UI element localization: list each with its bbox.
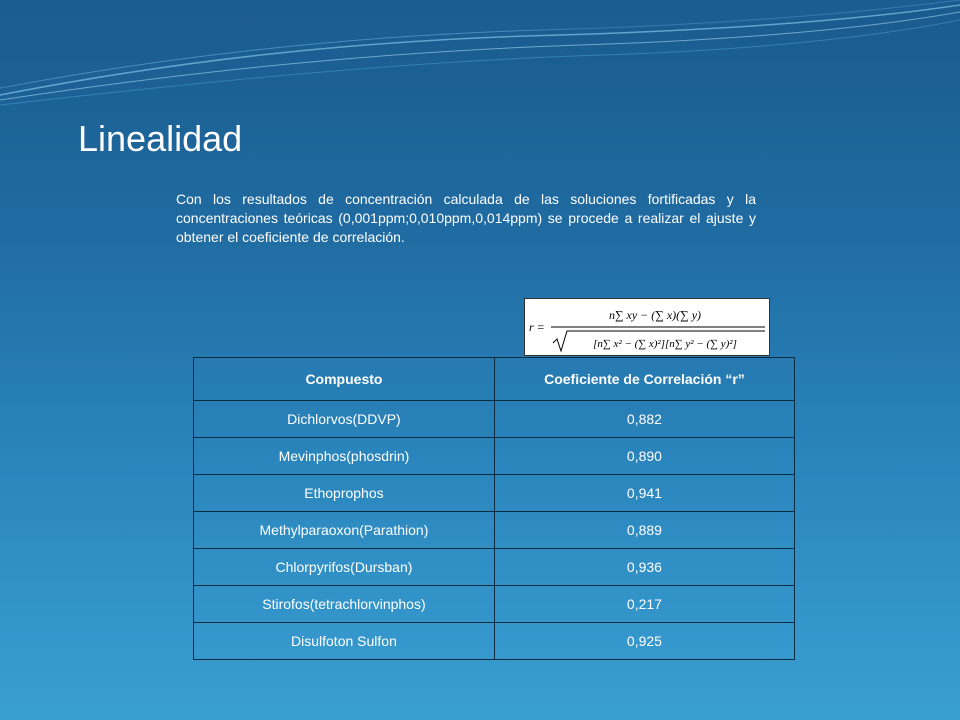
table-row	[194, 512, 795, 549]
coefficient-cell: 0,217	[494, 586, 794, 623]
compound-cell: Ethoprophos	[194, 475, 495, 512]
table-row	[194, 438, 795, 475]
compound-cell: Stirofos(tetrachlorvinphos)	[194, 586, 495, 623]
coefficient-cell: 0,936	[494, 549, 794, 586]
table-row	[194, 549, 795, 586]
coefficient-cell: 0,890	[494, 438, 794, 475]
compound-cell: Mevinphos(phosdrin)	[194, 438, 495, 475]
decorative-waves	[0, 0, 960, 120]
formula-denominator: [n∑ x² − (∑ x)²][n∑ y² − (∑ y)²]	[593, 338, 737, 350]
compound-cell: Dichlorvos(DDVP)	[194, 401, 495, 438]
compound-cell: Chlorpyrifos(Dursban)	[194, 549, 495, 586]
table-row	[194, 401, 795, 438]
header-compound: Compuesto	[194, 358, 495, 401]
slide-title: Linealidad	[78, 118, 243, 159]
formula-numerator: n∑ xy − (∑ x)(∑ y)	[608, 308, 702, 322]
compound-cell: Disulfoton Sulfon	[194, 623, 495, 660]
header-coefficient: Coeficiente de Correlación “r”	[494, 358, 794, 401]
coefficient-cell: 0,941	[494, 475, 794, 512]
correlation-formula	[524, 298, 770, 356]
coefficient-cell: 0,925	[494, 623, 794, 660]
table-row	[194, 623, 795, 660]
table-row	[194, 586, 795, 623]
coefficient-cell: 0,889	[494, 512, 794, 549]
correlation-table	[193, 357, 795, 660]
compound-cell: Methylparaoxon(Parathion)	[194, 512, 495, 549]
formula-lhs: r =	[529, 320, 545, 334]
intro-paragraph: Con los resultados de concentración calculada de las soluciones fortificadas y la concentraciones teóricas (0,001ppm;0,010ppm,0,014ppm) se procede a realizar el ajuste y obtener el coeficiente de correlación.	[176, 191, 756, 245]
coefficient-cell: 0,882	[494, 401, 794, 438]
table-row	[194, 475, 795, 512]
table-header-row	[194, 358, 795, 401]
